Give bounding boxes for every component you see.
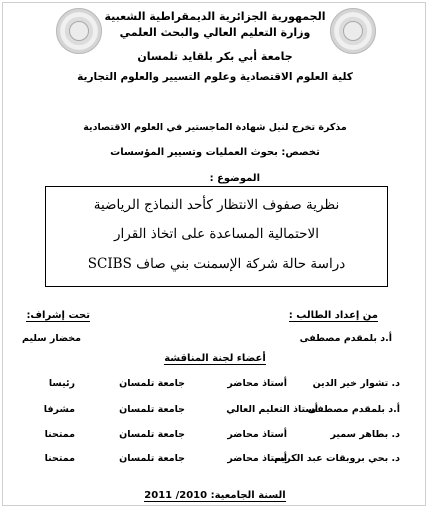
ministry-name: وزارة التعليم العالي والبحث العلمي xyxy=(119,26,311,39)
faculty-name: كلية العلوم الاقتصادية وعلوم التسيير والعلوم التجارية xyxy=(77,71,353,83)
jury-heading: أعضاء لجنة المناقشة xyxy=(164,353,266,364)
jury-member-rank: أستاذ محاضر xyxy=(227,453,287,464)
university-name: جامعة أبي بكر بلقايد تلمسان xyxy=(137,50,293,63)
jury-member-institution: جامعة تلمسان xyxy=(119,429,185,440)
thesis-title-box xyxy=(45,186,388,287)
jury-member-institution: جامعة تلمسان xyxy=(119,404,185,415)
jury-member-role: ممتحنا xyxy=(44,453,75,464)
jury-member-institution: جامعة تلمسان xyxy=(119,378,185,389)
student-name: مخضار سليم xyxy=(22,333,81,344)
republic-name: الجمهورية الجزائرية الديمقراطية الشعبية xyxy=(104,10,326,23)
jury-member-rank: أستاذ محاضر xyxy=(227,378,287,389)
jury-member-role: مشرفا xyxy=(43,404,75,415)
jury-member-row xyxy=(0,429,430,443)
jury-member-row xyxy=(0,378,430,392)
subject-label: الموضوع : xyxy=(209,173,260,184)
jury-member-name: أ.د بلمقدم مصطفى xyxy=(307,404,400,415)
title-line-1: نظرية صفوف الانتظار كأحد النماذج الرياضية xyxy=(93,197,340,213)
jury-member-row xyxy=(0,453,430,467)
student-label: من إعداد الطالب : xyxy=(288,310,378,321)
jury-member-role: ممتحنا xyxy=(44,429,75,440)
jury-member-role: رئيسا xyxy=(48,378,75,389)
jury-member-name: د. بطاهر سمير xyxy=(330,429,400,440)
supervisor-label: تحت إشراف: xyxy=(26,310,90,321)
academic-year: السنة الجامعية: 2010/ 2011 xyxy=(144,490,286,501)
jury-member-name: د. تشوار خير الدين xyxy=(312,378,400,389)
degree-line: مذكرة تخرج لنيل شهادة الماجستير في العلوم الاقتصادية xyxy=(83,122,347,133)
title-line-2: الاحتمالية المساعدة على اتخاذ القرار xyxy=(114,226,319,242)
jury-member-rank: أستاذ التعليم العالي xyxy=(226,404,318,415)
jury-member-institution: جامعة تلمسان xyxy=(119,453,185,464)
jury-member-row xyxy=(0,404,430,418)
jury-member-rank: أستاذ محاضر xyxy=(227,429,287,440)
jury-member-name: د. بحي بروبقات عبد الكريم xyxy=(274,453,400,464)
supervisor-name: أ.د بلمقدم مصطفى xyxy=(299,333,392,344)
title-line-3: دراسة حالة شركة الإسمنت بني صاف SCIBS xyxy=(87,256,346,272)
specialty-line: تخصص: بحوث العمليات وتسيير المؤسسات xyxy=(110,147,320,158)
